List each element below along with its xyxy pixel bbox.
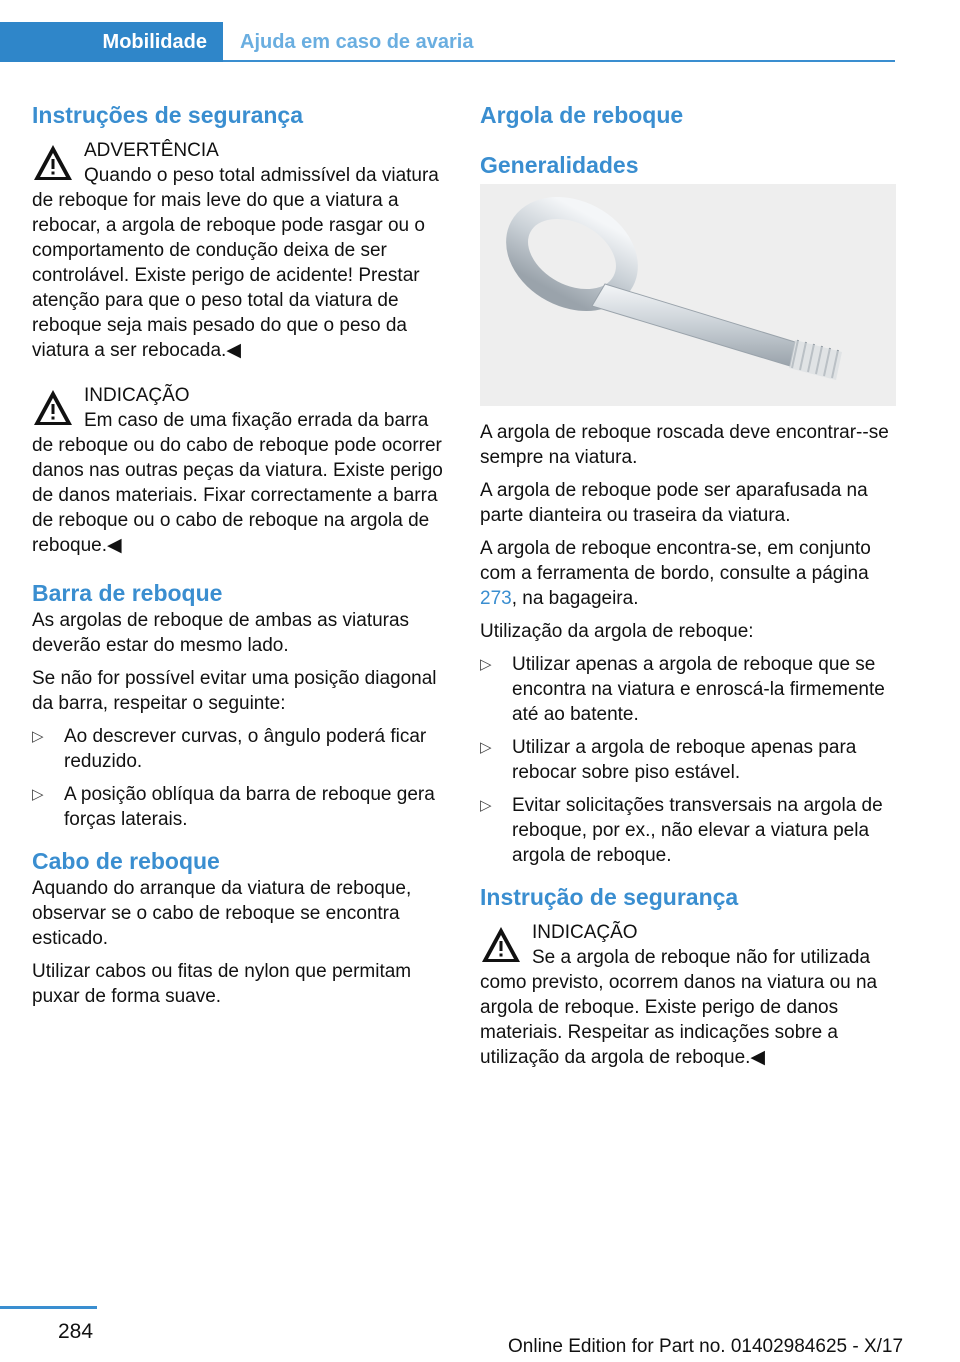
warning-triangle-icon: [32, 142, 74, 184]
section-title-tow-bar: Barra de reboque: [32, 580, 223, 606]
section-subtitle-general: Generalidades: [480, 152, 639, 178]
right-column: [480, 100, 896, 1090]
arrow-bullet-icon: ▷: [32, 786, 44, 803]
section-title-safety-instruction: Instrução de segurança: [480, 884, 739, 910]
list-item: ▷ Ao descrever curvas, o ângulo poderá ficar reduzido.: [32, 726, 427, 772]
bullet-list: [480, 652, 896, 868]
warning-triangle-icon: [32, 387, 74, 429]
paragraph: A argola de reboque encontra-se, em conjunto com a ferramenta de bordo, consulte a página 273, na bagageira.: [480, 538, 871, 609]
left-column: [32, 100, 450, 1017]
list-item: ▷ Evitar solicitações transversais na argola de reboque, por ex., não elevar a viatura pela argola de reboque.: [480, 795, 883, 866]
arrow-bullet-icon: ▷: [480, 739, 492, 756]
warning-text: Quando o peso total admissível da viatura de reboque for mais leve do que a viatura a rebocar, a argola de reboque pode rasgar ou o comportamento de condução deixa de ser controlável. Existe perigo de acidente! Prestar atenção para que o peso total da viatura de reboque seja mais pesado do que o peso da viatura a ser rebocada.◀: [32, 165, 439, 361]
warning-triangle-icon: [480, 924, 522, 966]
indication-text: Em caso de uma fixação errada da barra de reboque ou do cabo de reboque pode ocorrer danos nas outras peças da viatura. Existe perigo de danos materiais. Fixar correctamente a barra de reboque ou o cabo de reboque na argola de reboque.◀: [32, 410, 443, 556]
paragraph: Utilizar cabos ou fitas de nylon que permitam puxar de forma suave.: [32, 961, 412, 1007]
paragraph: Aquando do arranque da viatura de reboque, observar se o cabo de reboque se encontra esticado.: [32, 878, 412, 949]
paragraph: Se não for possível evitar uma posição diagonal da barra, respeitar o seguinte:: [32, 668, 437, 714]
warning-label: ADVERTÊNCIA: [84, 140, 219, 161]
section-title-safety: Instruções de segurança: [32, 102, 303, 128]
paragraph: A argola de reboque pode ser aparafusada na parte dianteira ou traseira da viatura.: [480, 480, 868, 526]
arrow-bullet-icon: ▷: [480, 656, 492, 673]
tab-mobilidade[interactable]: Mobilidade: [0, 22, 223, 62]
paragraph: Utilização da argola de reboque:: [480, 621, 754, 642]
bullet-list: [32, 724, 450, 832]
list-item: ▷ Utilizar a argola de reboque apenas para rebocar sobre piso estável.: [480, 737, 857, 783]
paragraph: A argola de reboque roscada deve encontrar--se sempre na viatura.: [480, 422, 889, 468]
page-link[interactable]: 273: [480, 588, 512, 609]
arrow-bullet-icon: ▷: [480, 797, 492, 814]
footer-edition: Online Edition for Part no. 01402984625 - X/17: [508, 1336, 904, 1357]
tow-eye-icon: [480, 184, 896, 406]
indication-text: Se a argola de reboque não for utilizada como previsto, ocorrem danos na viatura ou na argola de reboque. Existe perigo de danos materiais. Respeitar as indicações sobre a utilização da argola de reboque.◀: [480, 947, 878, 1068]
page-number: 284: [58, 1320, 94, 1343]
warning-block-1: [32, 138, 450, 363]
section-title-tow-cable: Cabo de reboque: [32, 848, 220, 874]
page-number-rule: [0, 1306, 97, 1309]
list-item: ▷ A posição oblíqua da barra de reboque gera forças laterais.: [32, 784, 435, 830]
warning-block-3: [480, 920, 896, 1070]
tab-ajuda-avaria[interactable]: Ajuda em caso de avaria: [240, 31, 474, 53]
indication-label: INDICAÇÃO: [532, 922, 638, 943]
section-title-tow-eye: Argola de reboque: [480, 102, 684, 128]
list-item: ▷ Utilizar apenas a argola de reboque que se encontra na viatura e enroscá-la firmemente até ao batente.: [480, 654, 885, 725]
paragraph: As argolas de reboque de ambas as viaturas deverão estar do mesmo lado.: [32, 610, 410, 656]
header-bar: [0, 0, 895, 62]
warning-block-2: [32, 383, 450, 558]
tow-eye-illustration: [480, 184, 896, 406]
indication-label: INDICAÇÃO: [84, 385, 190, 406]
arrow-bullet-icon: ▷: [32, 728, 44, 745]
